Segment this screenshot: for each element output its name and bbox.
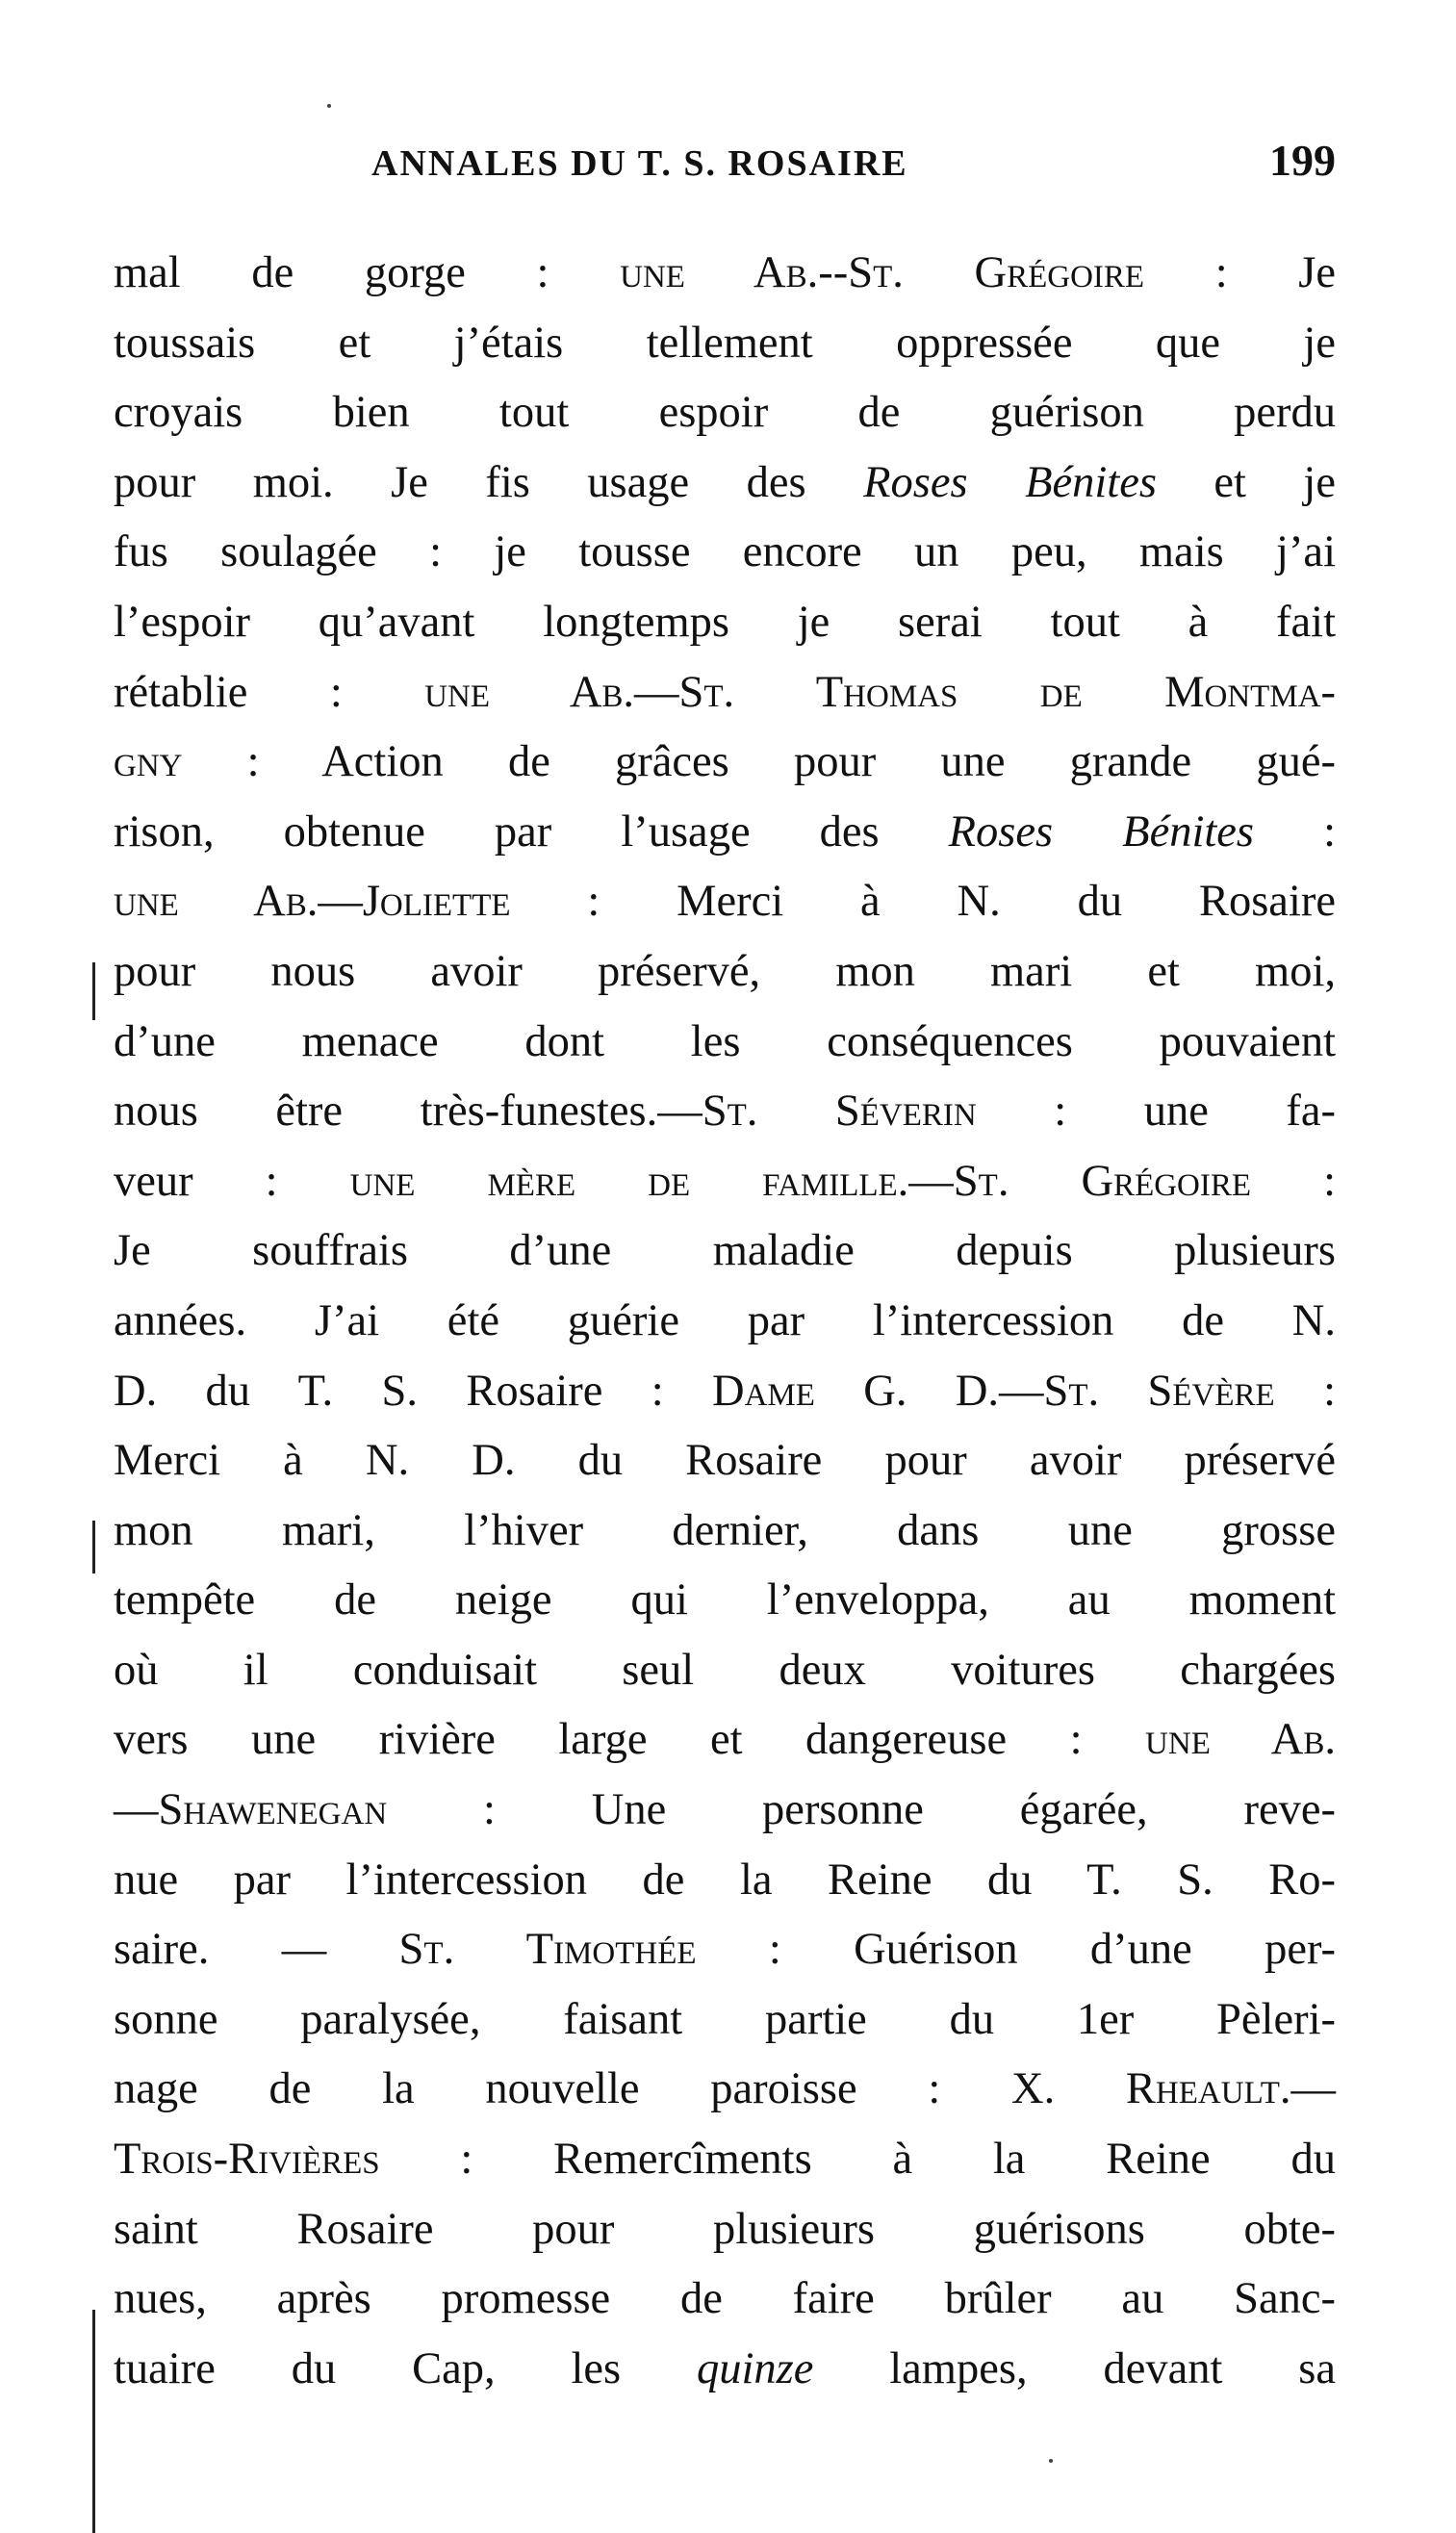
small-caps-text: une Ab. <box>1145 1715 1336 1765</box>
italic-text: Roses Bénites <box>863 457 1157 507</box>
text-fragment: : Je <box>1144 248 1336 297</box>
text-fragment: pour nous avoir préservé, mon mari et moi, <box>114 946 1336 996</box>
text-fragment: nues, après promesse de faire brûler au Sanc- <box>114 2274 1336 2324</box>
text-fragment: nue par l’intercession de la Reine du T. S. Ro- <box>114 1855 1336 1905</box>
text-fragment: veur : <box>114 1156 350 1206</box>
text-line <box>114 1636 1336 1706</box>
text-line <box>114 518 1336 588</box>
text-line <box>114 2055 1336 2125</box>
body-text <box>114 239 1336 2404</box>
text-line <box>114 1147 1336 1217</box>
text-line <box>114 1985 1336 2056</box>
text-line <box>114 1705 1336 1776</box>
text-fragment: : Action de grâces pour une grande gué- <box>182 737 1336 787</box>
small-caps-text: une Ab. <box>620 248 819 297</box>
text-line <box>114 1497 1336 1567</box>
text-fragment: pour moi. Je fis usage des <box>114 457 864 507</box>
text-line <box>114 1776 1336 1846</box>
text-line <box>114 867 1336 937</box>
text-line <box>114 1077 1336 1147</box>
text-fragment: Merci à N. D. du Rosaire pour avoir préservé <box>114 1436 1336 1486</box>
text-line <box>114 239 1336 309</box>
text-line <box>114 309 1336 379</box>
text-fragment: : une fa- <box>976 1087 1336 1137</box>
small-caps-text: gny <box>114 737 183 787</box>
text-fragment: : <box>1274 1366 1336 1416</box>
text-fragment: tempête de neige qui l’enveloppa, au moment <box>114 1575 1336 1625</box>
text-fragment: où il conduisait seul deux voitures chargées <box>114 1645 1336 1695</box>
text-line <box>114 658 1336 729</box>
margin-rule-mark <box>92 1521 95 1574</box>
small-caps-text: une mère de famille.—St. Grégoire <box>349 1156 1252 1206</box>
text-fragment: l’espoir qu’avant longtemps je serai tout à fait <box>114 597 1336 647</box>
text-fragment: saire. — <box>114 1925 399 1975</box>
italic-text: quinze <box>696 2343 814 2393</box>
text-fragment: d’une menace dont les conséquences pouvaient <box>114 1016 1336 1066</box>
running-title: ANNALES DU T. S. ROSAIRE <box>371 143 908 184</box>
page-number: 199 <box>1269 136 1336 185</box>
text-fragment: : <box>1254 806 1336 857</box>
text-line <box>114 1915 1336 1985</box>
small-caps-text: -St. Grégoire <box>832 248 1145 297</box>
text-fragment: : Une personne égarée, reve- <box>387 1785 1336 1835</box>
text-line <box>114 588 1336 658</box>
text-line <box>114 2264 1336 2335</box>
small-caps-text: Dame G. D.—St. Sévère <box>712 1366 1275 1416</box>
text-fragment: lampes, devant sa <box>813 2343 1336 2393</box>
small-caps-text: X. Rheault.— <box>1010 2064 1336 2114</box>
text-fragment: mon mari, l’hiver dernier, dans une grosse <box>114 1505 1336 1555</box>
text-fragment: croyais bien tout espoir de guérison perdu <box>114 388 1336 438</box>
text-line <box>114 798 1336 868</box>
text-line <box>114 1846 1336 1916</box>
text-fragment: Je souffrais d’une maladie depuis plusieurs <box>114 1226 1336 1276</box>
text-fragment: : Merci à N. du Rosaire <box>510 877 1336 927</box>
text-line <box>114 2195 1336 2265</box>
text-fragment: mal de gorge : <box>114 248 621 297</box>
text-line <box>114 937 1336 1008</box>
text-fragment: D. du T. S. Rosaire : <box>114 1366 713 1416</box>
scan-speck <box>327 104 331 108</box>
small-caps-text: St. Timothée <box>398 1925 697 1975</box>
small-caps-text: Trois-Rivières <box>114 2135 380 2185</box>
small-caps-text: une Ab.—Joliette <box>114 877 511 927</box>
text-line <box>114 1566 1336 1636</box>
text-fragment: — <box>114 1785 159 1835</box>
text-fragment: : Guérison d’une per- <box>696 1925 1336 1975</box>
text-fragment: nous être très-funestes.— <box>114 1087 702 1137</box>
italic-text: Roses Bénites <box>948 806 1255 857</box>
text-line <box>114 1216 1336 1287</box>
text-fragment: toussais et j’étais tellement oppressée que je <box>114 318 1336 368</box>
text-fragment: rétablie : <box>114 667 425 717</box>
text-fragment: vers une rivière large et dangereuse : <box>114 1715 1146 1765</box>
text-line <box>114 2125 1336 2195</box>
text-fragment: sonne paralysée, faisant partie du 1er Pèleri- <box>114 1994 1336 2044</box>
text-line <box>114 728 1336 798</box>
margin-rule-mark <box>92 2310 95 2533</box>
small-caps-text: une Ab.—St. Thomas de Montma- <box>424 667 1336 717</box>
text-fragment: : Remercîments à la Reine du <box>379 2135 1336 2185</box>
text-fragment: rison, obtenue par l’usage des <box>114 806 949 857</box>
margin-rule-mark <box>92 962 95 1020</box>
text-fragment: années. J’ai été guérie par l’intercession de N. <box>114 1295 1336 1345</box>
scan-speck <box>1049 2459 1053 2463</box>
small-caps-text: St. Séverin <box>702 1087 977 1137</box>
text-fragment: - <box>818 248 833 297</box>
text-fragment: tuaire du Cap, les <box>114 2343 697 2393</box>
text-line <box>114 1287 1336 1357</box>
text-line <box>114 1357 1336 1427</box>
text-line <box>114 1426 1336 1497</box>
text-line <box>114 1008 1336 1078</box>
text-line <box>114 2335 1336 2405</box>
text-line <box>114 378 1336 448</box>
small-caps-text: Shawenegan <box>158 1785 388 1835</box>
running-head <box>114 135 1336 192</box>
text-fragment: fus soulagée : je tousse encore un peu, mais j’ai <box>114 527 1336 577</box>
text-fragment: nage de la nouvelle paroisse : <box>114 2064 1011 2114</box>
text-fragment: saint Rosaire pour plusieurs guérisons obte- <box>114 2204 1336 2254</box>
text-fragment: et je <box>1156 457 1336 507</box>
text-line <box>114 448 1336 519</box>
text-fragment: : <box>1251 1156 1337 1206</box>
